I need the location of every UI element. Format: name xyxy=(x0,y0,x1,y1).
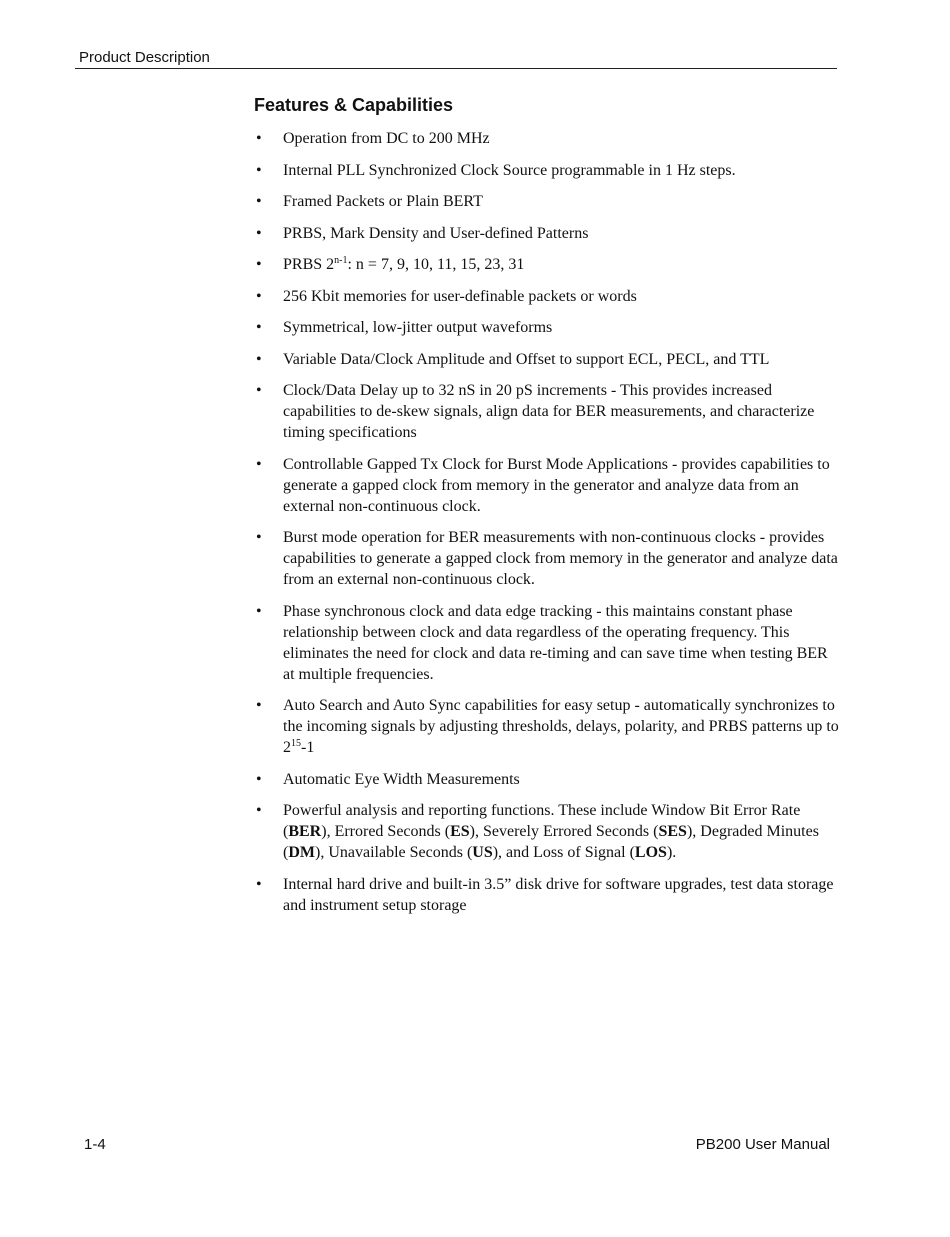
bold-abbreviation: BER xyxy=(288,823,322,840)
feature-text xyxy=(283,527,842,590)
feature-item xyxy=(256,874,842,916)
text-run: ), and Loss of Signal ( xyxy=(492,844,635,861)
bullet-icon: • xyxy=(256,161,262,179)
text-run: Operation from DC to 200 MHz xyxy=(283,130,490,147)
text-run: : n = 7, 9, 10, 11, 15, 23, 31 xyxy=(347,256,525,273)
feature-item xyxy=(256,128,842,149)
text-run: Internal PLL Synchronized Clock Source programmable in 1 Hz steps. xyxy=(283,161,736,179)
page-number: 1-4 xyxy=(84,1136,106,1153)
bullet-icon: • xyxy=(256,770,262,788)
feature-item xyxy=(256,317,842,338)
text-run: ), Errored Seconds ( xyxy=(321,823,451,840)
text-run: Automatic Eye Width Measurements xyxy=(283,770,520,788)
feature-text xyxy=(283,454,842,517)
feature-text xyxy=(283,601,842,685)
text-run: ), Degraded Minutes ( xyxy=(283,823,819,861)
section-title: Features & Capabilities xyxy=(254,95,454,115)
bullet-icon: • xyxy=(256,319,262,336)
header-rule xyxy=(75,68,837,69)
bullet-icon: • xyxy=(256,256,262,273)
feature-text xyxy=(283,254,842,275)
bullet-icon: • xyxy=(256,802,262,819)
bullet-icon: • xyxy=(256,287,262,305)
feature-item xyxy=(256,769,842,790)
feature-item xyxy=(256,454,842,517)
feature-item xyxy=(256,601,842,685)
bullet-icon: • xyxy=(256,697,262,714)
manual-title: PB200 User Manual xyxy=(695,1136,830,1153)
feature-item xyxy=(256,160,842,181)
feature-text xyxy=(283,128,842,149)
feature-item xyxy=(256,527,842,590)
bullet-icon: • xyxy=(256,602,262,620)
bullet-icon: • xyxy=(256,193,262,210)
features-list xyxy=(256,128,842,926)
text-run: 256 Kbit memories for user-definable packets or words xyxy=(283,287,637,305)
feature-text xyxy=(283,874,842,916)
text-run: ), Severely Errored Seconds ( xyxy=(469,823,659,840)
text-run: PRBS 2 xyxy=(283,256,335,273)
text-run: Symmetrical, low-jitter output waveforms xyxy=(283,319,553,336)
text-run: ), Unavailable Seconds ( xyxy=(314,844,473,861)
bullet-icon: • xyxy=(256,224,262,242)
feature-text xyxy=(283,317,842,338)
bold-abbreviation: SES xyxy=(658,823,687,840)
bullet-icon: • xyxy=(256,875,262,893)
text-run: Controllable Gapped Tx Clock for Burst Mode Applications - provides capabilities to generate a gapped clock from memory in the generator and analyze data from an external non-continuous clock. xyxy=(283,455,830,515)
superscript: n-1 xyxy=(334,255,348,266)
bullet-icon: • xyxy=(256,350,262,368)
bullet-icon: • xyxy=(256,455,262,473)
feature-text xyxy=(283,769,842,790)
feature-item xyxy=(256,800,842,863)
feature-item xyxy=(256,223,842,244)
bullet-icon: • xyxy=(256,529,262,546)
bullet-icon: • xyxy=(256,130,262,147)
feature-item xyxy=(256,695,842,758)
text-run: ). xyxy=(666,844,677,861)
bold-abbreviation: ES xyxy=(450,823,470,840)
feature-item xyxy=(256,191,842,212)
feature-text xyxy=(283,191,842,212)
text-run: Burst mode operation for BER measurements with non-continuous clocks - provides capabilities to generate a gapped clock from memory in the generator and analyze data from an external non-continuous clock. xyxy=(283,529,838,588)
feature-text xyxy=(283,223,842,244)
bold-abbreviation: US xyxy=(472,844,493,861)
text-run: Variable Data/Clock Amplitude and Offset to support ECL, PECL, and TTL xyxy=(283,350,770,368)
text-run: Powerful analysis and reporting functions. These include Window Bit Error Rate ( xyxy=(283,802,801,840)
feature-item xyxy=(256,380,842,443)
text-run: Phase synchronous clock and data edge tracking - this maintains constant phase relationship between clock and data regardless of the operating frequency. This eliminates the need for clock and data re-timing and can save time when testing BER at multiple frequencies. xyxy=(283,602,828,683)
feature-text xyxy=(283,800,842,863)
text-run: Framed Packets or Plain BERT xyxy=(283,193,483,210)
feature-item xyxy=(256,349,842,370)
feature-item xyxy=(256,254,842,275)
text-run: PRBS, Mark Density and User-defined Patterns xyxy=(283,224,589,242)
superscript: 15 xyxy=(291,738,301,749)
running-head: Product Description xyxy=(79,49,210,66)
feature-text xyxy=(283,380,842,443)
bold-abbreviation: DM xyxy=(288,844,315,861)
text-run: Clock/Data Delay up to 32 nS in 20 pS increments - This provides increased capabilities to de-skew signals, align data for BER measurements, and characterize timing specifications xyxy=(283,382,815,441)
text-run: Auto Search and Auto Sync capabilities for easy setup - automatically synchronizes to the incoming signals by adjusting thresholds, delays, polarity, and PRBS patterns up to 2 xyxy=(283,697,839,756)
bold-abbreviation: LOS xyxy=(634,844,667,861)
feature-text xyxy=(283,695,842,758)
text-run: -1 xyxy=(301,739,315,756)
feature-text xyxy=(283,160,842,181)
feature-item xyxy=(256,286,842,307)
bullet-icon: • xyxy=(256,382,262,399)
feature-text xyxy=(283,286,842,307)
text-run: Internal hard drive and built-in 3.5” disk drive for software upgrades, test data storage and instrument setup storage xyxy=(283,875,834,914)
feature-text xyxy=(283,349,842,370)
